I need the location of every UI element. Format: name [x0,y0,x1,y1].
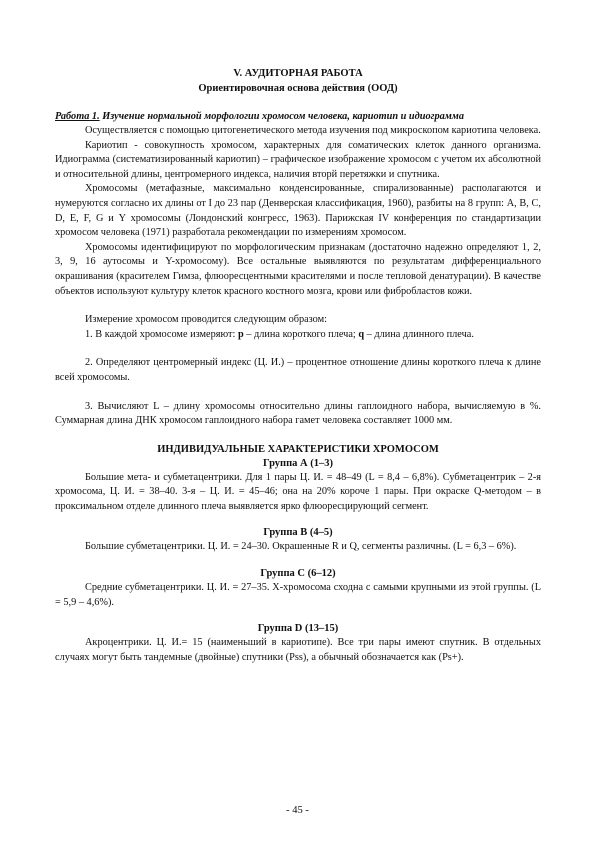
paragraph: Кариотип - совокупность хромосом, характерных для соматических клеток данного организма. Идиограмма (систематизированный кариотип) – графическое изображение хромосом с учетом их абсолютной и относительной длины, центромерного индекса, наличия вторй перетяжки и спутника. [55,139,541,180]
section-subheading: Ориентировочная основа действия (ООД) [198,83,398,94]
work-heading [55,109,541,124]
measure-step-1: 1. В каждой хромосоме измеряют: p – длина короткого плеча; q – длина длинного плеча. [85,328,474,340]
document-page [55,66,541,665]
group-c-text: Средние субметацентрики. Ц. И. = 27–35. X-хромосома сходна с самыми крупными из этой группы. (L = 5,9 – 4,6%). [55,582,541,608]
measure-step-3: 3. Вычисляют L – длину хромосомы относительно длины гаплоидного набора, вычисляемую в %. Суммарная длина ДНК хромосом гаплоидного набора гамет человека составляет 1000 мм. [55,400,541,427]
group-d-title: Группа D (13–15) [257,623,339,635]
paragraph: Хромосомы идентифицируют по морфологическим признакам (достаточно надежно определяют 1, 2, 3, 9, 16 аутосомы и Y-хромосому). Все остальные выявляются по результатам дифференциального окрашивания (красителем Гимза, флюоресцентными красителями и после тепловой денатурации). В качестве объектов используют культуру клеток красного костного мозга, крови или фибробластов кожи. [55,241,541,297]
paragraph: Хромосомы (метафазные, максимально конденсированные, спирализованные) располагаются и нумеруются согласно их длины от I до 23 пар (Денверская классификация, 1960), разбиты на 8 групп: A, B, C, D, E, F, G и Y хромосомы (Лондонский конгресс, 1963). Парижская IV конференция по стандартизации хромосом человека (1971) разработала рекомендации по измерениям хромосом. [55,183,541,239]
group-b-text: Большие субметацентрики. Ц. И. = 24–30. Окрашенные R и Q, сегменты различны. (L = 6,3 – 6%). [85,541,517,553]
page-number: - 45 - [286,805,309,816]
characteristics-heading: ИНДИВИДУАЛЬНЫЕ ХАРАКТЕРИСТИКИ ХРОМОСОМ [157,443,439,455]
paragraph: Осуществляется с помощью цитогенетического метода изучения под микроскопом кариотипа человека. [85,125,541,136]
group-b-title: Группа В (4–5) [263,527,333,539]
section-heading: V. АУДИТОРНАЯ РАБОТА [233,68,363,79]
group-d-text: Акроцентрики. Ц. И.= 15 (наименьший в кариотипе). Все три пары имеют спутник. В отдельных случаях могут быть тандемные (двойные) спутники (Pss), а обычный обозначается как (Ps+). [55,637,541,663]
group-a-title: Группа А (1–3) [263,457,333,469]
group-a-text: Большие мета- и субметацентрики. Для 1 пары Ц. И. = 48–49 (L = 8,4 – 6,8%). Субметацентрик – 2-я хромосома, Ц. И. = 38–40. 3-я – Ц. И. = 45–46; она на 20% короче 1 пары. При окраске Q-методом – в проксимальном отделе длинного плеча выявляется ярко флюоресцирующий сегмент. [55,471,541,512]
measure-step-2: 2. Определяют центромерный индекс (Ц. И.) – процентное отношение длины короткого плеча к длине всей хромосомы. [55,357,541,383]
work-label: Работа 1. [55,111,100,122]
measure-intro: Измерение хромосом проводится следующим образом: [85,314,328,326]
work-title: Изучение нормальной морфологии хромосом человека, кариотип и идиограмма [99,111,464,122]
group-c-title: Группа С (6–12) [260,568,336,580]
